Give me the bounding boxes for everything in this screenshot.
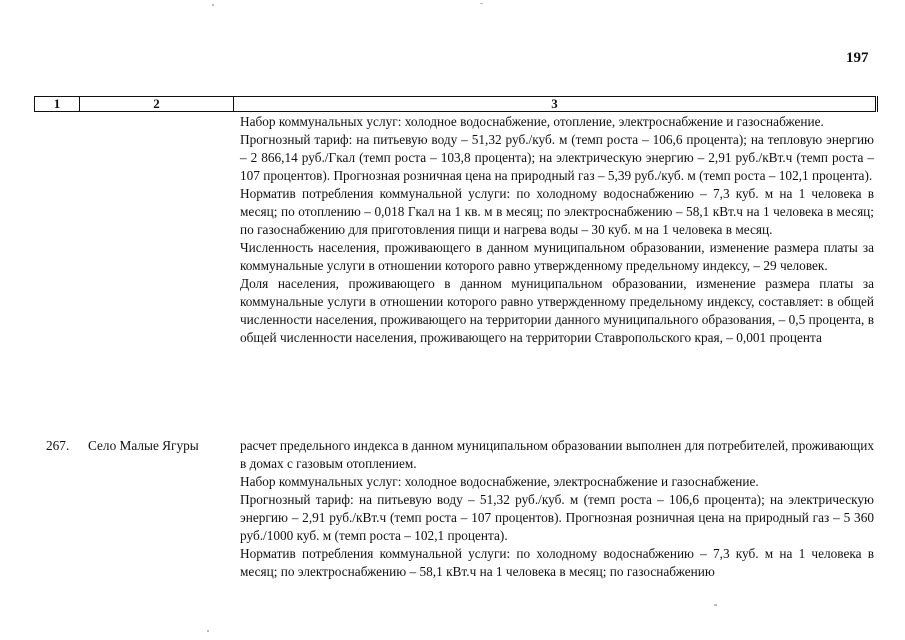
paragraph: Набор коммунальных услуг: холодное водоснабжение, отопление, электроснабжение и газоснабжение. [240,114,824,129]
scan-speck [212,4,214,6]
paragraph: Доля населения, проживающего в данном муниципальном образовании, изменение размера платы за коммунальные услуги в отношении которого равно утвержденному предельному индексу, составляет: в общей численности населения, проживающего на территории данного муниципального образования, – 0,5 процента, в общей численности населения, проживающего на территории Ставропольского края, – 0,001 процента [240,276,874,345]
table-header-row [34,96,876,112]
paragraph: Норматив потребления коммунальной услуги: по холодному водоснабжению – 7,3 куб. м на 1 человека в месяц; по отоплению – 0,018 Гкал на 1 кв. м в месяц; по электроснабжению – 58,1 кВт.ч на 1 человека в месяц; по газоснабжению для приготовления пищи и нагрева воды – 30 куб. м на 1 человека в месяц. [240,186,874,237]
header-col-1: 1 [35,97,80,111]
scan-speck [714,604,717,606]
scan-speck [480,3,483,4]
entry-name: Село Малые Ягуры [88,438,199,453]
paragraph: Норматив потребления коммунальной услуги: по холодному водоснабжению – 7,3 куб. м на 1 человека в месяц; по электроснабжению – 58,1 кВт.ч на 1 человека в месяц; по газоснабжению [240,546,874,579]
entry-number: 267. [46,438,70,453]
entry-267-text [240,437,874,581]
header-col-3: 3 [551,96,558,111]
scan-speck [207,630,209,632]
paragraph: Набор коммунальных услуг: холодное водоснабжение, электроснабжение и газоснабжение. [240,474,759,489]
paragraph: Прогнозный тариф: на питьевую воду – 51,32 руб./куб. м (темп роста – 106,6 процента); на тепловую энергию – 2 866,14 руб./Гкал (темп роста – 103,8 процента); на электрическую энергию – 2,91 руб./кВт.ч (темп роста – 107 процентов). Прогнозная розничная цена на природный газ – 5,39 руб./куб. м (темп роста – 102,1 процента). [240,132,874,183]
header-right-edge [877,96,881,112]
continued-entry-text [240,113,874,347]
paragraph: Прогнозный тариф: на питьевую воду – 51,32 руб./куб. м (темп роста – 106,6 процента); на электрическую энергию – 2,91 руб./кВт.ч (темп роста – 107 процентов). Прогнозная розничная цена на природный газ – 5 360 руб./1000 куб. м (темп роста – 102,1 процента). [240,492,874,543]
page-number: 197 [846,50,869,66]
header-col-2: 2 [80,97,234,111]
paragraph: расчет предельного индекса в данном муниципальном образовании выполнен для потребителей, проживающих в домах с газовым отоплением. [240,438,874,471]
paragraph: Численность населения, проживающего в данном муниципальном образовании, изменение размера платы за коммунальные услуги в отношении которого равно утвержденному предельному индексу, – 29 человек. [240,240,874,273]
